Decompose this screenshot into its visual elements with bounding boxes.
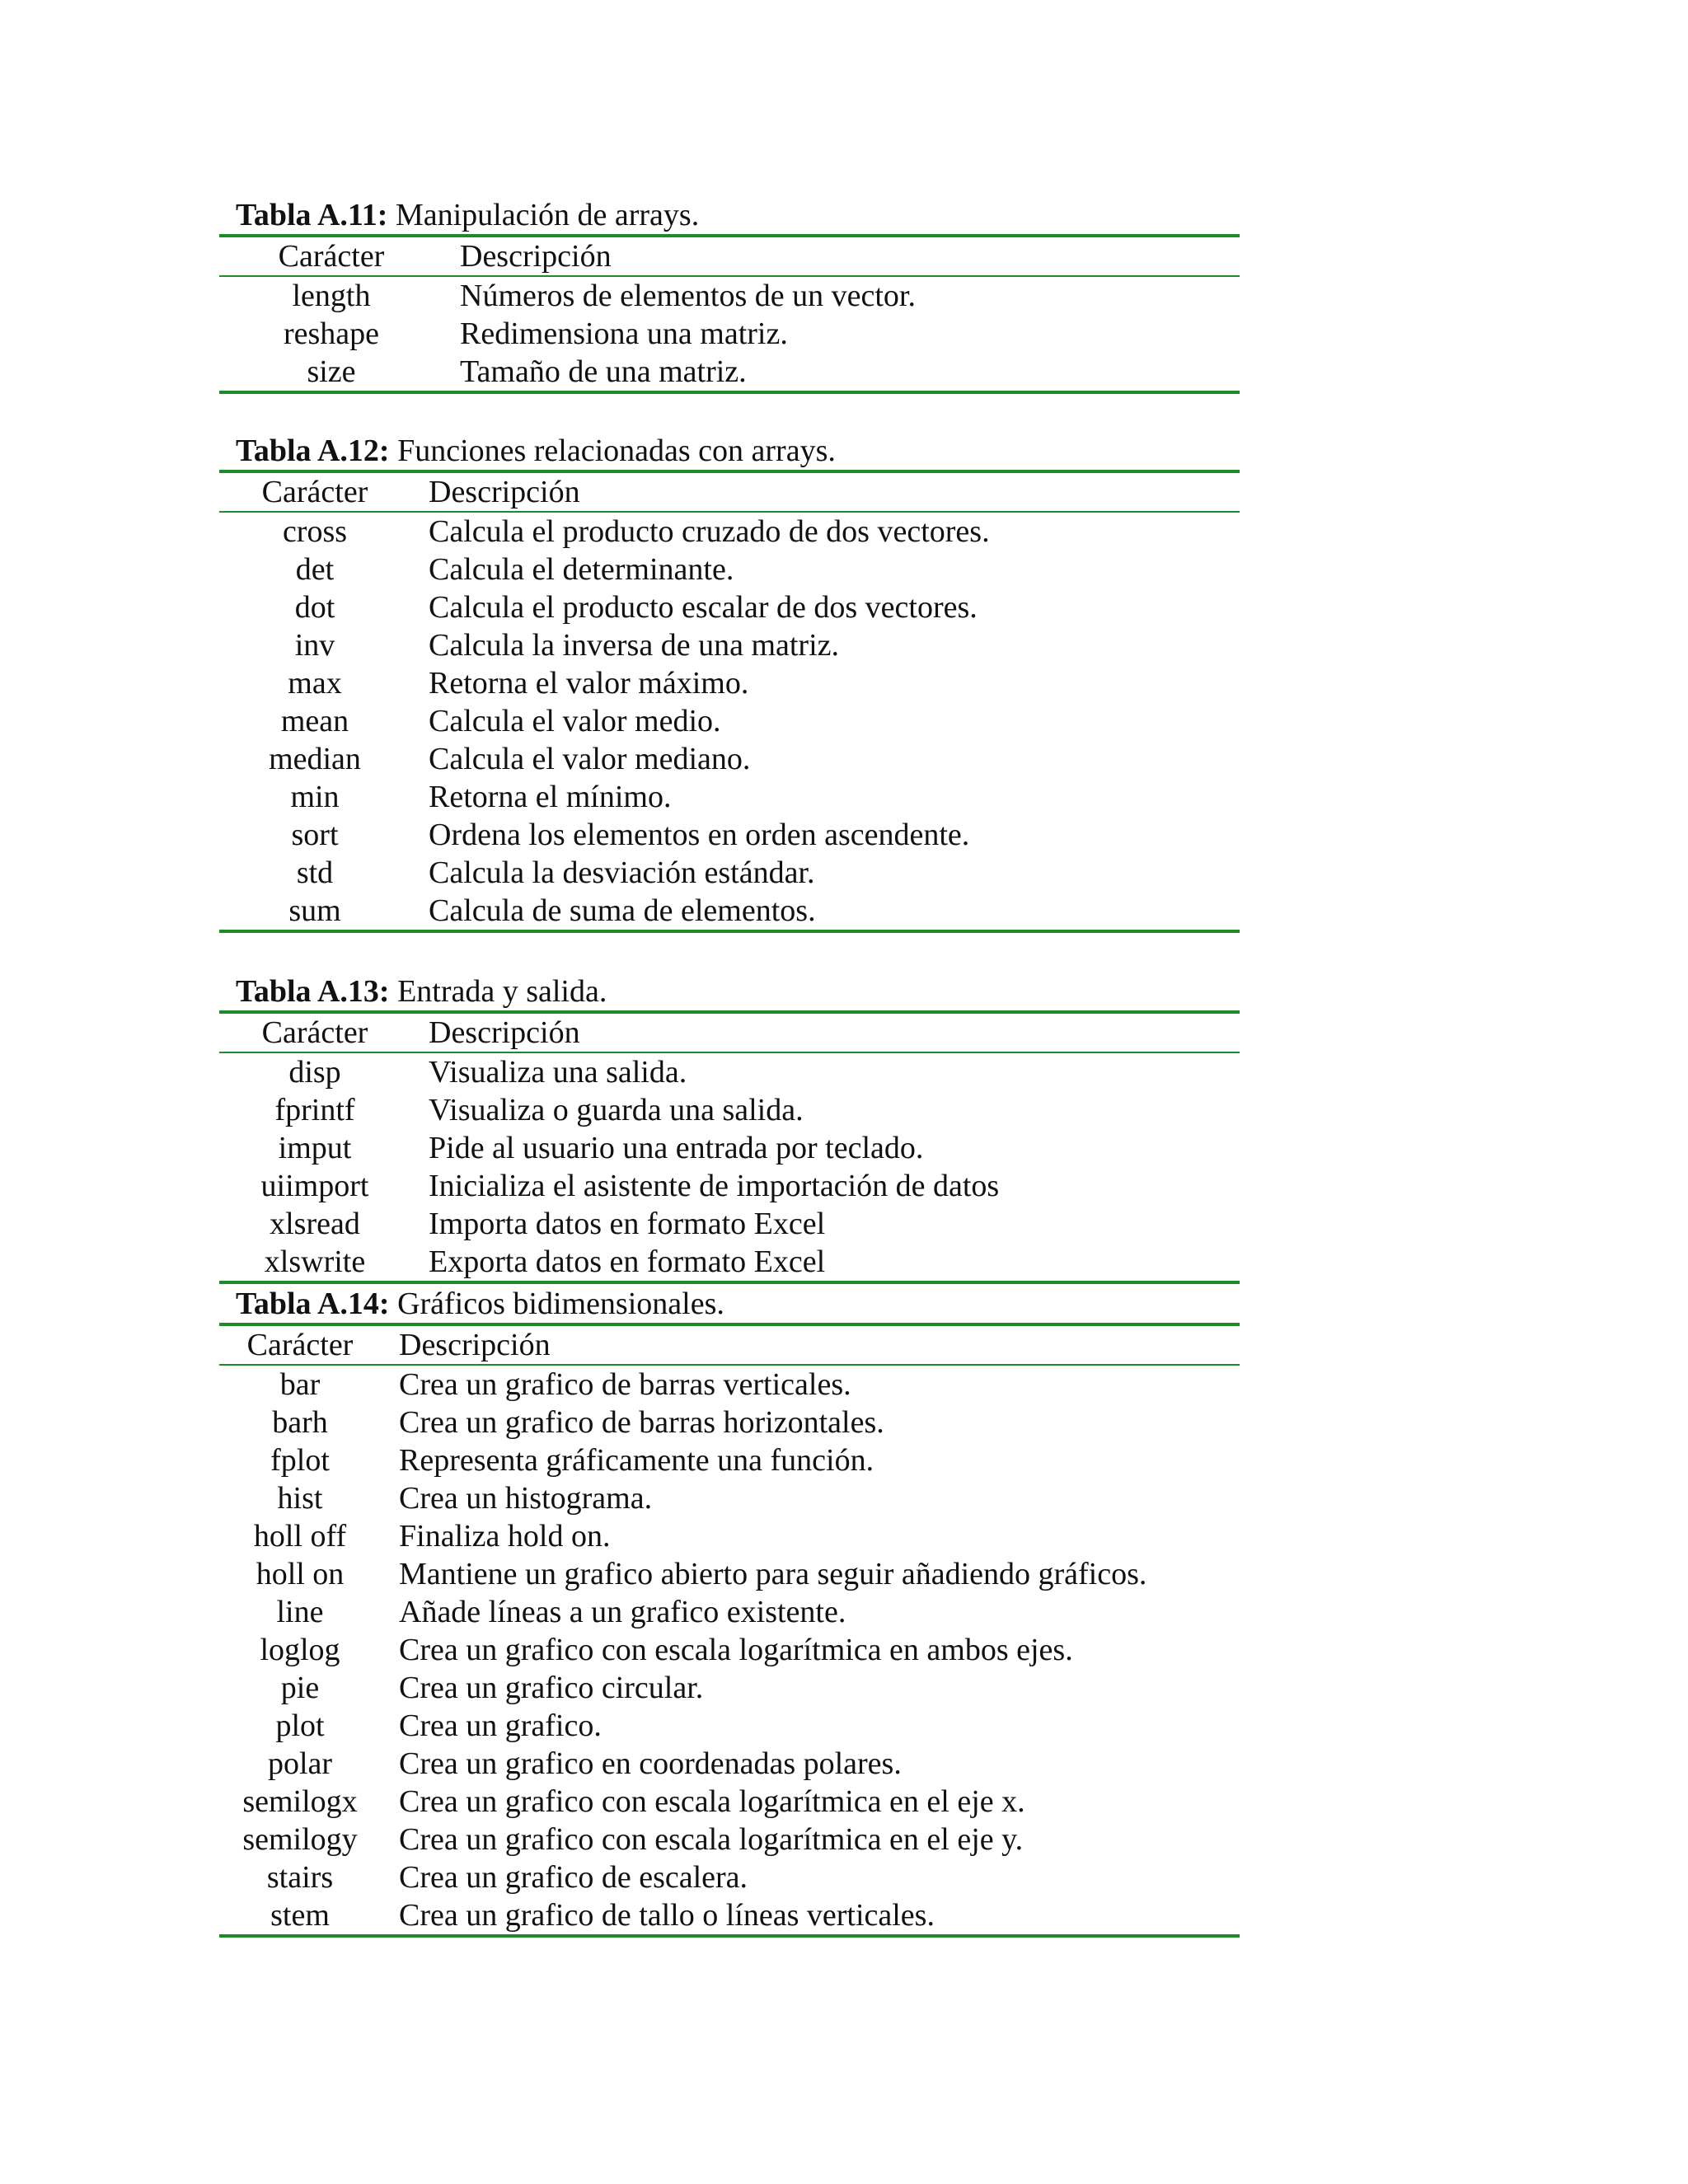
cell-descripcion: Redimensiona una matriz. <box>460 316 788 351</box>
caption-text: Gráficos bidimensionales. <box>389 1286 724 1321</box>
table-row <box>219 1745 1240 1783</box>
table-row <box>219 1593 1240 1631</box>
table-row <box>219 1404 1240 1441</box>
table-row <box>219 702 1240 740</box>
table-body <box>219 513 1240 930</box>
table-row <box>219 1631 1240 1669</box>
table-body <box>219 277 1240 391</box>
cell-caracter: uiimport <box>260 1169 369 1203</box>
table-row <box>219 626 1240 664</box>
table-row <box>219 1517 1240 1555</box>
cell-caracter: polar <box>267 1746 333 1781</box>
cell-caracter: cross <box>282 514 348 549</box>
table-a14 <box>219 1285 1240 1938</box>
table-caption <box>219 972 1240 1010</box>
cell-caracter: max <box>288 666 342 701</box>
table-row <box>219 353 1240 391</box>
header-descripcion: Descripción <box>429 475 580 509</box>
caption-label: Tabla A.14: <box>236 1286 390 1321</box>
table-row <box>219 778 1240 816</box>
table-row <box>219 1783 1240 1821</box>
bottom-rule <box>219 391 1240 394</box>
cell-caracter: xlsread <box>270 1207 360 1241</box>
cell-descripcion: Números de elementos de un vector. <box>460 279 916 313</box>
cell-descripcion: Crea un histograma. <box>399 1481 653 1516</box>
table-row <box>219 1053 1240 1091</box>
table-header <box>219 237 1240 275</box>
cell-caracter: fprintf <box>274 1093 355 1127</box>
header-caracter: Carácter <box>261 475 368 509</box>
cell-caracter: sum <box>288 893 341 928</box>
cell-descripcion: Retorna el mínimo. <box>429 780 672 814</box>
table-row <box>219 740 1240 778</box>
table-header <box>219 1326 1240 1364</box>
table-row <box>219 854 1240 892</box>
cell-descripcion: Crea un grafico con escala logarítmica en el eje x. <box>399 1784 1025 1819</box>
cell-caracter: fplot <box>270 1443 330 1478</box>
table-row <box>219 551 1240 588</box>
cell-caracter: length <box>292 279 371 313</box>
cell-caracter: line <box>276 1595 324 1629</box>
table-row <box>219 1896 1240 1934</box>
cell-descripcion: Representa gráficamente una función. <box>399 1443 874 1478</box>
cell-descripcion: Importa datos en formato Excel <box>429 1207 826 1241</box>
cell-caracter: plot <box>275 1708 325 1743</box>
cell-descripcion: Crea un grafico de escalera. <box>399 1860 748 1895</box>
cell-caracter: sort <box>291 818 339 852</box>
table-row <box>219 1366 1240 1404</box>
header-descripcion: Descripción <box>460 239 612 274</box>
cell-descripcion: Crea un grafico con escala logarítmica en ambos ejes. <box>399 1633 1073 1667</box>
caption-text: Funciones relacionadas con arrays. <box>389 434 836 468</box>
cell-caracter: det <box>295 552 335 587</box>
cell-descripcion: Retorna el valor máximo. <box>429 666 749 701</box>
table-row <box>219 588 1240 626</box>
cell-descripcion: Crea un grafico de barras horizontales. <box>399 1405 884 1440</box>
cell-caracter: barh <box>272 1405 328 1440</box>
header-descripcion: Descripción <box>429 1015 580 1050</box>
table-row <box>219 892 1240 930</box>
table-row <box>219 315 1240 353</box>
cell-caracter: size <box>307 354 356 389</box>
table-caption <box>219 432 1240 470</box>
cell-descripcion: Calcula de suma de elementos. <box>429 893 816 928</box>
caption-label: Tabla A.13: <box>236 974 390 1009</box>
cell-caracter: semilogy <box>242 1822 358 1857</box>
cell-caracter: imput <box>278 1131 352 1165</box>
caption-text: Entrada y salida. <box>389 974 607 1009</box>
cell-descripcion: Pide al usuario una entrada por teclado. <box>429 1131 924 1165</box>
cell-descripcion: Calcula la inversa de una matriz. <box>429 628 840 663</box>
cell-descripcion: Calcula el determinante. <box>429 552 734 587</box>
cell-caracter: xlswrite <box>264 1244 366 1279</box>
cell-caracter: holl off <box>253 1519 347 1554</box>
cell-descripcion: Crea un grafico. <box>399 1708 602 1743</box>
cell-caracter: pie <box>280 1671 320 1705</box>
table-header <box>219 1014 1240 1052</box>
table-a12 <box>219 432 1240 933</box>
caption-label: Tabla A.12: <box>236 434 390 468</box>
cell-descripcion: Calcula el producto cruzado de dos vectores. <box>429 514 990 549</box>
cell-descripcion: Calcula el valor mediano. <box>429 742 751 776</box>
cell-caracter: disp <box>288 1055 341 1090</box>
table-caption <box>219 1285 1240 1323</box>
table-row <box>219 1821 1240 1858</box>
table-row <box>219 277 1240 315</box>
cell-descripcion: Ordena los elementos en orden ascendente. <box>429 818 970 852</box>
table-row <box>219 1858 1240 1896</box>
cell-caracter: loglog <box>260 1633 340 1667</box>
table-row <box>219 513 1240 551</box>
cell-caracter: min <box>290 780 340 814</box>
cell-caracter: holl on <box>256 1557 345 1591</box>
table-row <box>219 1479 1240 1517</box>
bottom-rule <box>219 930 1240 933</box>
header-caracter: Carácter <box>246 1328 354 1362</box>
cell-descripcion: Crea un grafico en coordenadas polares. <box>399 1746 902 1781</box>
cell-descripcion: Exporta datos en formato Excel <box>429 1244 826 1279</box>
cell-descripcion: Crea un grafico de barras verticales. <box>399 1367 851 1402</box>
cell-descripcion: Crea un grafico circular. <box>399 1671 704 1705</box>
table-row <box>219 664 1240 702</box>
cell-caracter: inv <box>294 628 335 663</box>
table-row <box>219 1091 1240 1129</box>
cell-descripcion: Visualiza una salida. <box>429 1055 687 1090</box>
cell-caracter: dot <box>294 590 335 625</box>
table-row <box>219 1205 1240 1243</box>
table-row <box>219 1707 1240 1745</box>
header-caracter: Carácter <box>278 239 385 274</box>
cell-descripcion: Crea un grafico de tallo o líneas verticales. <box>399 1898 935 1933</box>
cell-caracter: mean <box>280 704 349 738</box>
cell-descripcion: Crea un grafico con escala logarítmica en el eje y. <box>399 1822 1024 1857</box>
cell-descripcion: Calcula el valor medio. <box>429 704 721 738</box>
cell-caracter: reshape <box>283 316 380 351</box>
cell-descripcion: Mantiene un grafico abierto para seguir añadiendo gráficos. <box>399 1557 1147 1591</box>
bottom-rule <box>219 1281 1240 1284</box>
table-header <box>219 473 1240 511</box>
header-descripcion: Descripción <box>399 1328 551 1362</box>
cell-descripcion: Finaliza hold on. <box>399 1519 611 1554</box>
cell-descripcion: Calcula la desviación estándar. <box>429 855 815 890</box>
cell-caracter: hist <box>277 1481 323 1516</box>
caption-label: Tabla A.11: <box>236 198 388 232</box>
cell-caracter: bar <box>279 1367 321 1402</box>
cell-caracter: median <box>269 742 361 776</box>
cell-caracter: semilogx <box>242 1784 358 1819</box>
cell-descripcion: Inicializa el asistente de importación de datos <box>429 1169 1000 1203</box>
table-a11 <box>219 196 1240 394</box>
table-row <box>219 1669 1240 1707</box>
caption-text: Manipulación de arrays. <box>387 198 700 232</box>
table-a13 <box>219 972 1240 1284</box>
table-caption <box>219 196 1240 234</box>
cell-descripcion: Añade líneas a un grafico existente. <box>399 1595 846 1629</box>
header-caracter: Carácter <box>261 1015 368 1050</box>
table-row <box>219 1129 1240 1167</box>
cell-descripcion: Calcula el producto escalar de dos vectores. <box>429 590 978 625</box>
table-row <box>219 1243 1240 1281</box>
cell-caracter: std <box>296 855 334 890</box>
table-body <box>219 1053 1240 1281</box>
cell-descripcion: Visualiza o guarda una salida. <box>429 1093 804 1127</box>
table-row <box>219 816 1240 854</box>
cell-caracter: stairs <box>266 1860 334 1895</box>
table-row <box>219 1441 1240 1479</box>
cell-descripcion: Tamaño de una matriz. <box>460 354 747 389</box>
table-body <box>219 1366 1240 1934</box>
bottom-rule <box>219 1934 1240 1938</box>
table-row <box>219 1167 1240 1205</box>
table-row <box>219 1555 1240 1593</box>
cell-caracter: stem <box>270 1898 330 1933</box>
